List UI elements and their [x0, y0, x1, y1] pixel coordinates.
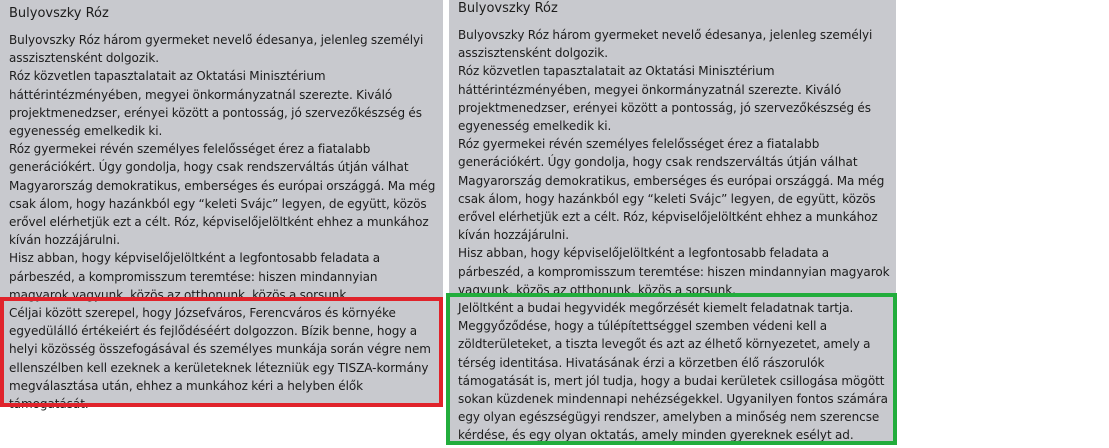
- red-highlight-box: [0, 297, 443, 407]
- candidate-name: Bulyovszky Róz: [458, 1, 558, 16]
- paragraph-experience: Róz közvetlen tapasztalatait az Oktatási Minisztérium háttérintézményében, megyei önkormányzatnál szerezte. Kiváló projektmenedzser, erényei között a pontosság, jó szervezőkészség és egyenesség emelkedik ki.: [458, 64, 871, 134]
- paragraph-goals-highlighted: Céljai között szerepel, hogy Józsefváros, Ferencváros és környéke egyedülálló értékeiért és fejlődéséért dolgozzon. Bízik benne, hogy a helyi közösség összefogásával és személyes munkája során végre nem ellenszélben kell ezeknek a kerületeknek létezniük egy TISZA-kormány megválasztása után, ehhez a munkához kéri a helyben élők támogatását.: [9, 306, 431, 412]
- paragraph-dialogue: Hisz abban, hogy képviselőjelöltként a legfontosabb feladata a párbeszéd, a kompromisszum teremtése: hiszen mindannyian magyarok vagyunk, közös az otthonunk, közös a sorsunk.: [9, 251, 381, 302]
- paragraph-intro: Bulyovszky Róz három gyermeket nevelő édesanya, jelenleg személyi asszisztensként dolgozik.: [9, 33, 424, 66]
- paragraph-intro: Bulyovszky Róz három gyermeket nevelő édesanya, jelenleg személyi asszisztensként dolgozik.: [458, 28, 873, 61]
- paragraph-dialogue: Hisz abban, hogy képviselőjelöltként a legfontosabb feladata a párbeszéd, a kompromisszum teremtése: hiszen mindannyian magyarok vagyunk, közös az otthonunk, közös a sorsunk.: [458, 246, 890, 297]
- candidate-name: Bulyovszky Róz: [9, 6, 109, 21]
- green-highlight-box: [446, 293, 897, 445]
- paragraph-goals-highlighted: Jelöltként a budai hegyvidék megőrzését kiemelt feladatnak tartja. Meggyőződése, hogy a túlépítettséggel szemben védeni kell a zöldterületeket, a tiszta levegőt és azt az élhető környezetet, amely a térség identitása. Hivatásának érzi a körzetben élő rászorulók támogatását is, mert jól tudja, hogy a budai kerületek csillogása mögött sokan küzdenek mindennapi nehézségekkel. Ugyanilyen fontos számára egy olyan egészségügyi rendszer, amelyben a minőség nem szerencse kérdése, és egy olyan oktatás, amely minden gyereknek esélyt ad.: [458, 301, 888, 443]
- paragraph-vision: Róz gyermekei révén személyes felelősséget érez a fiatalabb generációkért. Úgy gondolja, hogy csak rendszerváltás útján válhat Magyarország demokratikus, emberséges és európai országgá. Ma még csak álom, hogy hazánkból egy “keleti Svájc” legyen, de együtt, közös erővel elérhetjük ezt a célt. Róz, képviselőjelöltként ehhez a munkához kíván hozzájárulni.: [9, 142, 436, 248]
- paragraph-vision: Róz gyermekei révén személyes felelősséget érez a fiatalabb generációkért. Úgy gondolja, hogy csak rendszerváltás útján válhat Magyarország demokratikus, emberséges és európai országgá. Ma még csak álom, hogy hazánkból egy “keleti Svájc” legyen, de együtt, közös erővel elérhetjük ezt a célt. Róz, képviselőjelöltként ehhez a munkához kíván hozzájárulni.: [458, 137, 885, 243]
- paragraph-experience: Róz közvetlen tapasztalatait az Oktatási Minisztérium háttérintézményében, megyei önkormányzatnál szerezte. Kiváló projektmenedzser, erényei között a pontosság, jó szervezőkészség és egyenesség emelkedik ki.: [9, 69, 422, 139]
